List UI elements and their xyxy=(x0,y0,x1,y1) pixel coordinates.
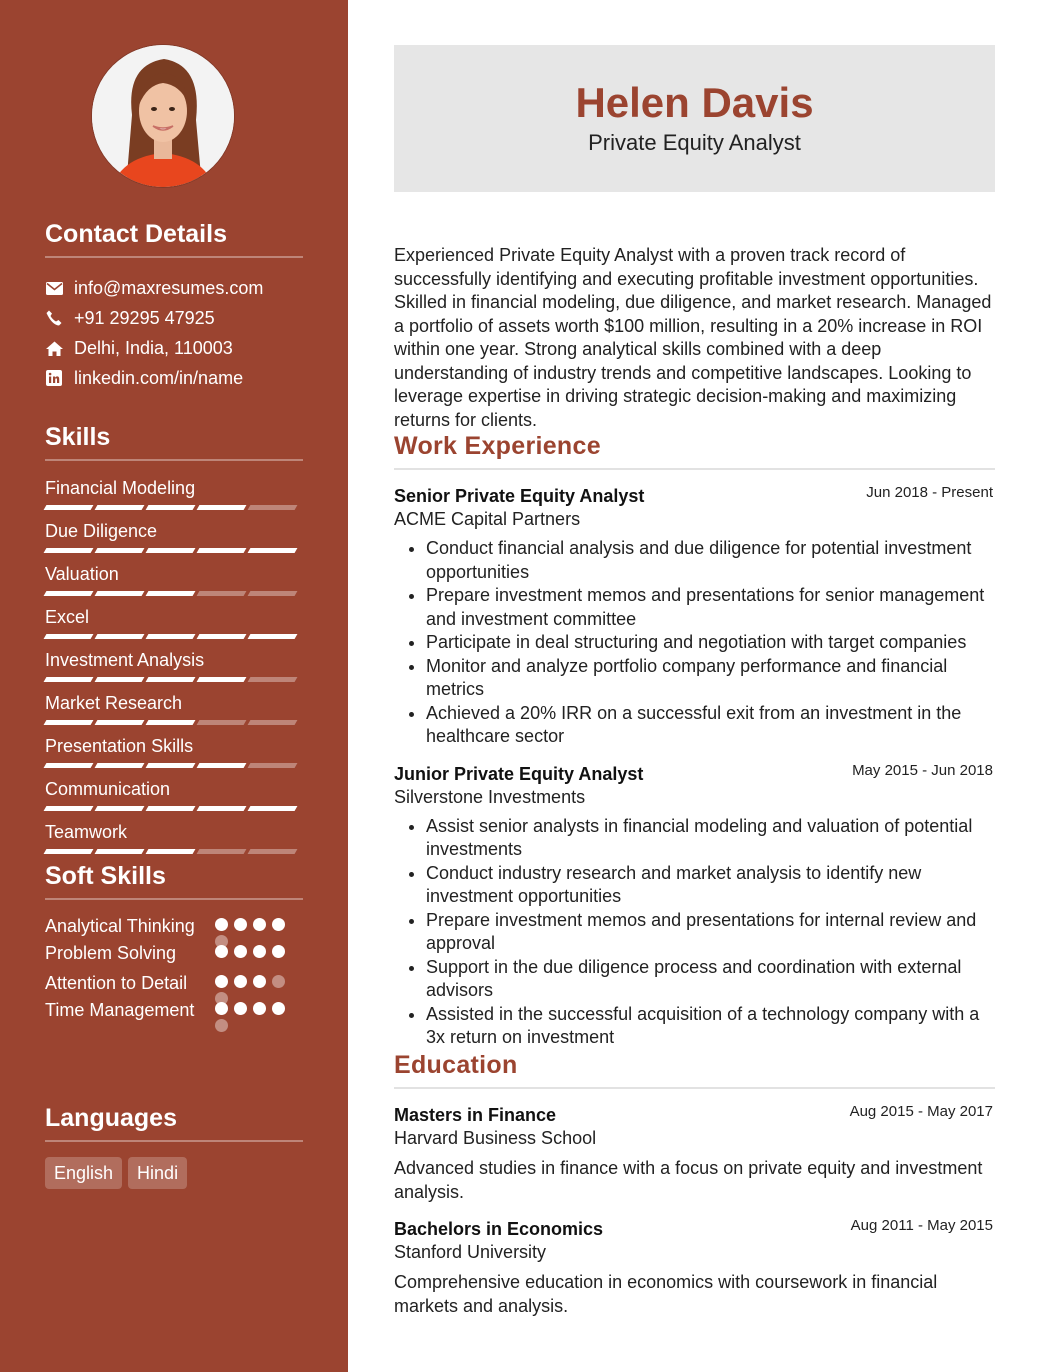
soft-skill-dot xyxy=(253,945,266,958)
soft-skills-heading: Soft Skills xyxy=(45,860,303,900)
education-heading: Education xyxy=(394,1050,995,1089)
skill-label: Financial Modeling xyxy=(45,478,196,498)
soft-skill-dot xyxy=(215,945,228,958)
soft-skill-item xyxy=(45,915,303,938)
skill-level-segment xyxy=(95,505,145,510)
skill-level-segment xyxy=(248,634,298,639)
soft-skill-label: Time Management xyxy=(45,1000,195,1020)
contact-linkedin[interactable] xyxy=(45,363,303,393)
soft-skill-dot xyxy=(234,945,247,958)
skill-label: Investment Analysis xyxy=(45,650,205,670)
work-section xyxy=(394,431,995,1050)
skill-item xyxy=(45,557,303,600)
education-section xyxy=(394,1050,995,1318)
contact-linkedin-text: linkedin.com/in/name xyxy=(74,367,244,388)
skills-heading: Skills xyxy=(45,421,303,461)
skill-level-segment xyxy=(146,763,196,768)
soft-skill-item xyxy=(45,942,303,965)
job-dates: Jun 2018 - Present xyxy=(866,484,993,501)
job-bullet: • Participate in deal structuring and negotiation with target companies xyxy=(426,631,995,655)
skill-level-segment xyxy=(248,677,298,682)
soft-skill-label: Analytical Thinking xyxy=(45,916,195,936)
languages-heading: Languages xyxy=(45,1102,303,1142)
soft-skill-dot xyxy=(234,1002,247,1015)
skill-level-segment xyxy=(248,763,298,768)
skill-item xyxy=(45,600,303,643)
skill-label: Teamwork xyxy=(45,822,128,842)
job-entry xyxy=(394,763,995,1050)
languages-section xyxy=(45,1102,303,1189)
skill-level-segment xyxy=(95,806,145,811)
job-bullet: • Prepare investment memos and presentations for internal review and approval xyxy=(426,909,995,956)
skill-level-segment xyxy=(44,849,94,854)
skill-level-segment xyxy=(197,548,247,553)
job-bullets xyxy=(394,815,995,1050)
contact-address xyxy=(45,333,303,363)
skill-label: Excel xyxy=(45,607,90,627)
soft-skill-dot xyxy=(253,1002,266,1015)
education-description: Comprehensive education in economics with coursework in financial markets and analysis. xyxy=(394,1272,938,1316)
home-icon xyxy=(45,339,63,357)
soft-skill-label: Attention to Detail xyxy=(45,973,188,993)
skill-level-segment xyxy=(197,806,247,811)
job-bullet: • Conduct financial analysis and due diligence for potential investment opportunities xyxy=(426,537,995,584)
skill-level-bars xyxy=(45,677,296,682)
skill-level-segment xyxy=(146,505,196,510)
header xyxy=(394,45,995,192)
job-bullet: • Prepare investment memos and presentations for senior management and investment committee xyxy=(426,584,995,631)
job-bullets xyxy=(394,537,995,749)
skill-level-segment xyxy=(146,634,196,639)
skill-item xyxy=(45,514,303,557)
contact-address-text: Delhi, India, 110003 xyxy=(74,337,233,358)
soft-skill-dot xyxy=(253,918,266,931)
work-heading: Work Experience xyxy=(394,431,995,470)
skill-label: Communication xyxy=(45,779,171,799)
skill-item xyxy=(45,643,303,686)
job-company: ACME Capital Partners xyxy=(394,509,581,529)
job-role: Junior Private Equity Analyst xyxy=(394,763,644,784)
linkedin-icon xyxy=(45,369,63,387)
soft-skill-item xyxy=(45,972,303,995)
soft-skill-dot xyxy=(215,975,228,988)
skill-level-segment xyxy=(146,548,196,553)
skill-label: Due Diligence xyxy=(45,521,158,541)
skill-level-segment xyxy=(44,677,94,682)
skill-level-bars xyxy=(45,634,296,639)
education-school: Harvard Business School xyxy=(394,1128,597,1148)
skill-label: Market Research xyxy=(45,693,183,713)
skill-level-segment xyxy=(197,505,247,510)
skill-level-segment xyxy=(44,763,94,768)
job-bullet: • Conduct industry research and market analysis to identify new investment opportunities xyxy=(426,862,995,909)
soft-skill-label: Problem Solving xyxy=(45,943,177,963)
skill-level-segment xyxy=(146,677,196,682)
skill-level-bars xyxy=(45,806,296,811)
skill-level-segment xyxy=(95,591,145,596)
contact-heading: Contact Details xyxy=(45,218,303,258)
skill-level-segment xyxy=(95,634,145,639)
skill-level-segment xyxy=(146,806,196,811)
skill-level-segment xyxy=(248,720,298,725)
education-school: Stanford University xyxy=(394,1242,547,1262)
skill-level-segment xyxy=(248,591,298,596)
skill-level-segment xyxy=(95,548,145,553)
soft-skill-dot xyxy=(253,975,266,988)
education-degree: Bachelors in Economics xyxy=(394,1219,604,1239)
skill-level-bars xyxy=(45,591,296,596)
skill-level-bars xyxy=(45,763,296,768)
skill-level-segment xyxy=(248,806,298,811)
soft-skills-list xyxy=(45,915,303,1022)
skill-level-segment xyxy=(44,720,94,725)
skill-level-segment xyxy=(44,548,94,553)
skills-section xyxy=(45,421,303,858)
job-dates: May 2015 - Jun 2018 xyxy=(852,761,993,779)
candidate-name: Helen Davis xyxy=(575,79,814,126)
skill-level-segment xyxy=(146,720,196,725)
skill-level-bars xyxy=(45,548,296,553)
skill-level-segment xyxy=(248,849,298,854)
skill-level-segment xyxy=(95,720,145,725)
soft-skill-dot xyxy=(272,918,285,931)
soft-skill-dot xyxy=(234,918,247,931)
phone-icon xyxy=(45,309,63,327)
soft-skill-dot xyxy=(215,918,228,931)
skill-item xyxy=(45,471,303,514)
job-bullet: • Achieved a 20% IRR on a successful exit from an investment in the healthcare sector xyxy=(426,702,995,749)
education-entry xyxy=(394,1104,995,1204)
job-bullet: • Monitor and analyze portfolio company performance and financial metrics xyxy=(426,655,995,702)
soft-skill-item xyxy=(45,999,303,1022)
skill-level-bars xyxy=(45,505,296,510)
soft-skill-dot xyxy=(272,1002,285,1015)
skill-level-bars xyxy=(45,849,296,854)
job-company: Silverstone Investments xyxy=(394,786,586,807)
skill-level-segment xyxy=(44,505,94,510)
education-dates: Aug 2011 - May 2015 xyxy=(850,1217,993,1234)
soft-skill-dot xyxy=(272,945,285,958)
job-role: Senior Private Equity Analyst xyxy=(394,486,645,506)
skill-level-segment xyxy=(197,763,247,768)
skills-list xyxy=(45,471,303,858)
job-bullet: • Assist senior analysts in financial modeling and valuation of potential investments xyxy=(426,815,995,862)
email-icon xyxy=(45,279,63,297)
skill-item xyxy=(45,772,303,815)
skill-level-segment xyxy=(197,849,247,854)
language-badge: Hindi xyxy=(128,1157,187,1189)
skill-level-segment xyxy=(197,677,247,682)
skill-level-segment xyxy=(44,634,94,639)
job-bullet: • Assisted in the successful acquisition of a technology company with a 3x return on investment xyxy=(426,1003,995,1050)
skill-level-segment xyxy=(197,634,247,639)
skill-label: Valuation xyxy=(45,564,119,584)
education-degree: Masters in Finance xyxy=(394,1105,557,1125)
education-description: Advanced studies in finance with a focus on private equity and investment analysis. xyxy=(394,1158,983,1202)
job-entry xyxy=(394,485,995,749)
contact-phone[interactable] xyxy=(45,303,303,333)
contact-section xyxy=(45,218,303,393)
job-bullet: • Support in the due diligence process and coordination with external advisors xyxy=(426,956,995,1003)
contact-phone-text: +91 29295 47925 xyxy=(74,307,215,328)
soft-skills-section xyxy=(45,860,303,1026)
education-entry xyxy=(394,1218,995,1318)
summary: Experienced Private Equity Analyst with a proven track record of successfully identifying and executing profitable investment opportunities. Skilled in financial modeling, due diligence, and market research. Managed a portfolio of assets worth $100 million, resulting in a 20% increase in ROI within one year. Strong analytical skills combined with a deep understanding of industry trends and competitive landscapes. Looking to leverage expertise in driving strategic decision-making and maximizing returns for clients. xyxy=(394,245,992,430)
skill-level-bars xyxy=(45,720,296,725)
contact-email[interactable] xyxy=(45,273,303,303)
avatar xyxy=(92,45,234,187)
skill-level-segment xyxy=(248,548,298,553)
skill-level-segment xyxy=(95,849,145,854)
sidebar xyxy=(0,0,348,1372)
skill-level-segment xyxy=(197,591,247,596)
candidate-title: Private Equity Analyst xyxy=(588,130,801,155)
skill-label: Presentation Skills xyxy=(45,736,194,756)
soft-skill-dot xyxy=(215,1002,228,1015)
skill-level-segment xyxy=(44,591,94,596)
education-dates: Aug 2015 - May 2017 xyxy=(849,1103,993,1120)
skill-level-segment xyxy=(197,720,247,725)
language-badge: English xyxy=(45,1157,122,1189)
skill-level-segment xyxy=(146,591,196,596)
languages-list xyxy=(45,1157,303,1189)
soft-skill-dot xyxy=(234,975,247,988)
profile-photo xyxy=(92,45,234,187)
skill-level-segment xyxy=(95,677,145,682)
skill-item xyxy=(45,686,303,729)
soft-skill-dots xyxy=(215,1002,287,1032)
contact-email-text: info@maxresumes.com xyxy=(74,277,264,298)
skill-level-segment xyxy=(248,505,298,510)
soft-skill-dots xyxy=(215,945,287,958)
soft-skill-dot xyxy=(215,1019,228,1032)
skill-item xyxy=(45,729,303,772)
soft-skill-dot xyxy=(272,975,285,988)
skill-level-segment xyxy=(95,763,145,768)
skill-item xyxy=(45,815,303,858)
skill-level-segment xyxy=(146,849,196,854)
skill-level-segment xyxy=(44,806,94,811)
